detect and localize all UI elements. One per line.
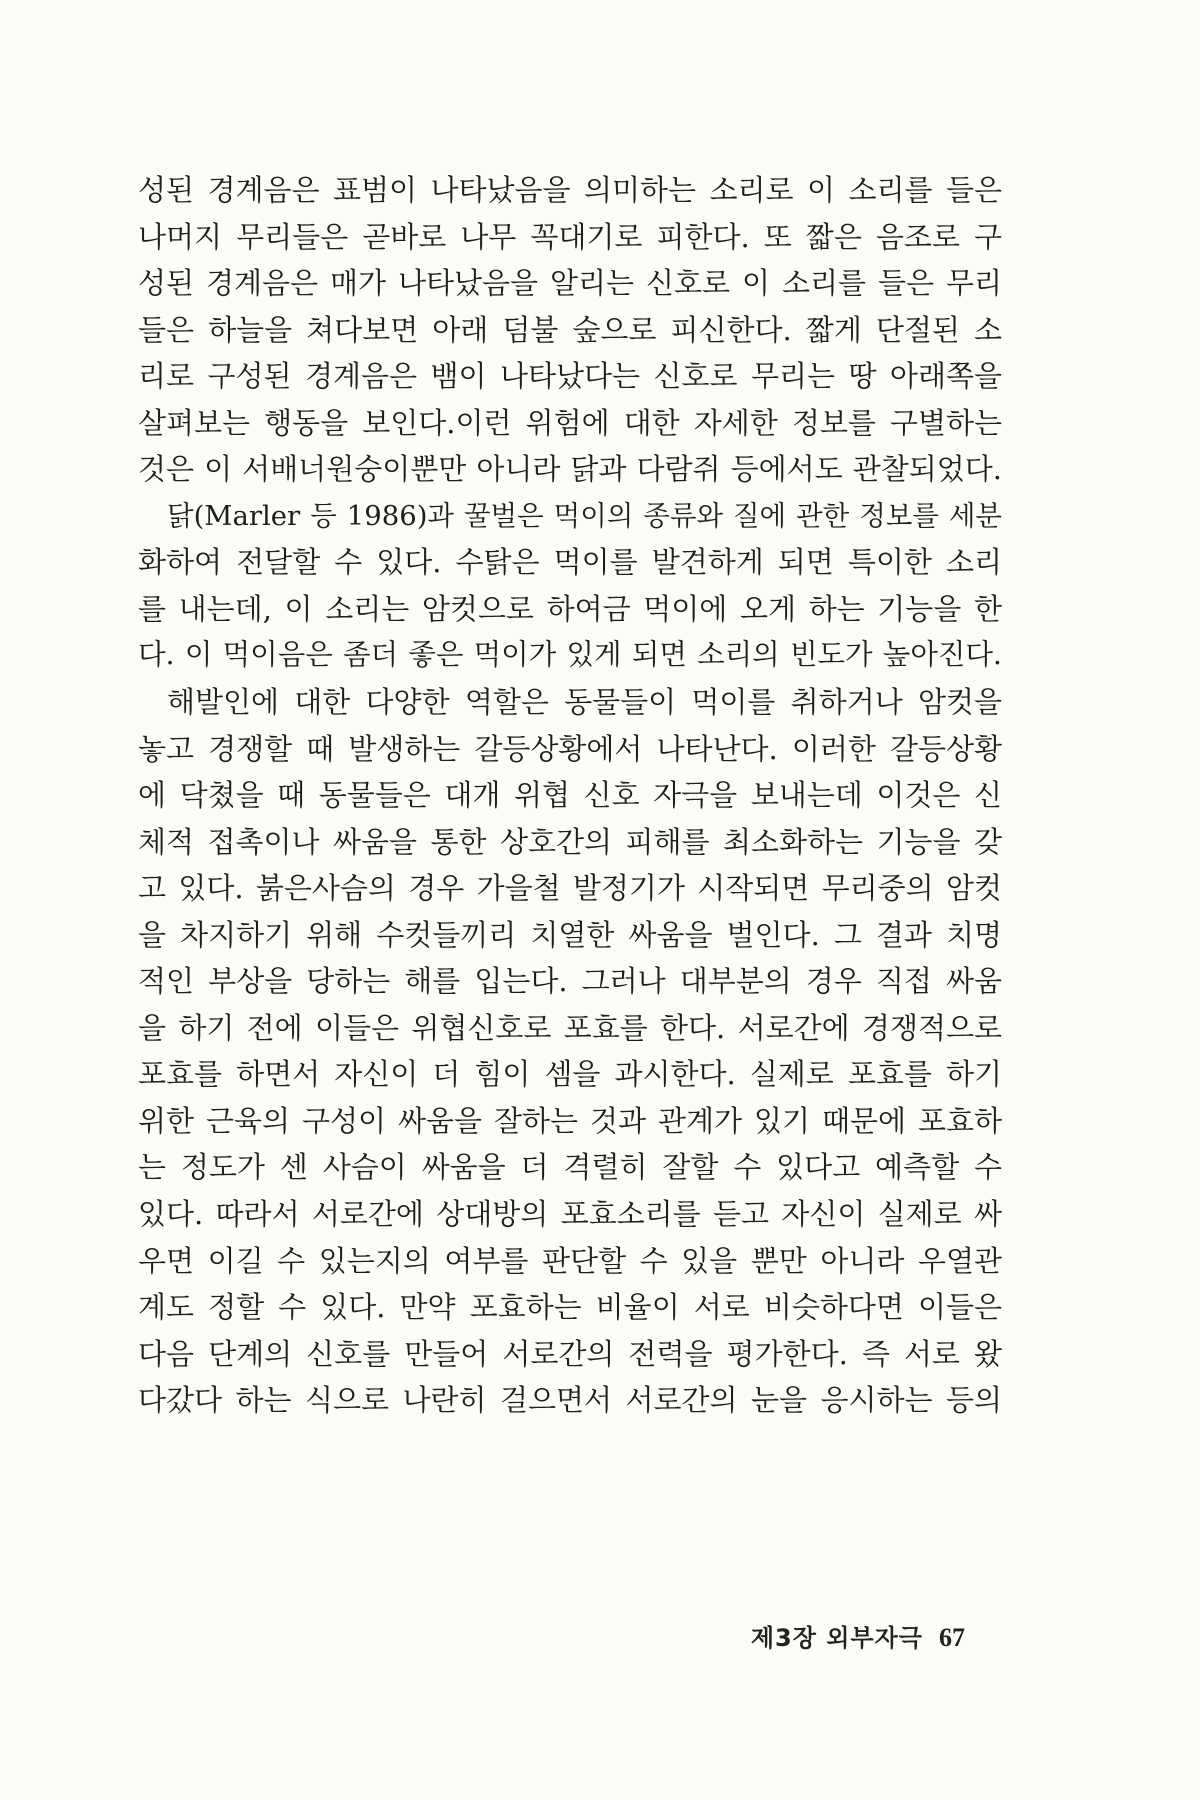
running-footer <box>751 1618 965 1653</box>
text-line: 나머지 무리들은 곧바로 나무 꼭대기로 피한다. 또 짧은 음조로 구 <box>138 219 1002 254</box>
text-line: 들은 하늘을 쳐다보면 아래 덤불 숲으로 피신한다. 짧게 단절된 소 <box>138 312 1002 347</box>
text-line: 리로 구성된 경계음은 뱀이 나타났다는 신호로 무리는 땅 아래쪽을 <box>138 359 1002 394</box>
text-line: 을 하기 전에 이들은 위협신호로 포효를 한다. 서로간에 경쟁적으로 <box>138 1010 1002 1045</box>
text-line: 고 있다. 붉은사슴의 경우 가을철 발정기가 시작되면 무리중의 암컷 <box>138 871 1002 906</box>
text-line: 성된 경계음은 매가 나타났음을 알리는 신호로 이 소리를 들은 무리 <box>138 266 1002 301</box>
text-line: 를 내는데, 이 소리는 암컷으로 하여금 먹이에 오게 하는 기능을 한 <box>138 591 1002 626</box>
text-line: 적인 부상을 당하는 해를 입는다. 그러나 대부분의 경우 직접 싸움 <box>138 964 1002 999</box>
text-line: 포효를 하면서 자신이 더 힘이 셈을 과시한다. 실제로 포효를 하기 <box>138 1057 1002 1092</box>
body-text <box>138 167 1002 1424</box>
text-line: 위한 근육의 구성이 싸움을 잘하는 것과 관계가 있기 때문에 포효하 <box>138 1103 1002 1138</box>
text-line: 해발인에 대한 다양한 역할은 동물들이 먹이를 취하거나 암컷을 <box>167 685 1002 720</box>
text-line: 체적 접촉이나 싸움을 통한 상호간의 피해를 최소화하는 기능을 갖 <box>138 824 1002 859</box>
text-line: 살펴보는 행동을 보인다.이런 위험에 대한 자세한 정보를 구별하는 <box>138 405 1002 440</box>
chapter-title: 제3장 외부자극 <box>750 1624 923 1652</box>
text-line: 화하여 전달할 수 있다. 수탉은 먹이를 발견하게 되면 특이한 소리 <box>138 545 1002 580</box>
text-line: 것은 이 서배너원숭이뿐만 아니라 닭과 다람쥐 등에서도 관찰되었다. <box>138 452 1002 487</box>
text-line: 에 닥쳤을 때 동물들은 대개 위협 신호 자극을 보내는데 이것은 신 <box>138 778 1002 813</box>
text-line: 을 차지하기 위해 수컷들끼리 치열한 싸움을 벌인다. 그 결과 치명 <box>138 917 1002 952</box>
text-line: 성된 경계음은 표범이 나타났음을 의미하는 소리로 이 소리를 들은 <box>138 173 1002 207</box>
page-number: 67 <box>939 1623 965 1652</box>
text-line: 우면 이길 수 있는지의 여부를 판단할 수 있을 뿐만 아니라 우열관 <box>138 1243 1002 1278</box>
text-line: 다갔다 하는 식으로 나란히 걸으면서 서로간의 눈을 응시하는 등의 <box>138 1383 1002 1418</box>
text-line: 다음 단계의 신호를 만들어 서로간의 전력을 평가한다. 즉 서로 왔 <box>138 1336 1002 1371</box>
text-line: 있다. 따라서 서로간에 상대방의 포효소리를 듣고 자신이 실제로 싸 <box>138 1197 1002 1232</box>
text-line: 다. 이 먹이음은 좀더 좋은 먹이가 있게 되면 소리의 빈도가 높아진다. <box>138 638 1002 672</box>
text-line: 놓고 경쟁할 때 발생하는 갈등상황에서 나타난다. 이러한 갈등상황 <box>138 731 1002 766</box>
text-line: 계도 정할 수 있다. 만약 포효하는 비율이 서로 비슷하다면 이들은 <box>138 1290 1002 1325</box>
text-line: 는 정도가 센 사슴이 싸움을 더 격렬히 잘할 수 있다고 예측할 수 <box>138 1150 1002 1185</box>
text-line: 닭(Marler 등 1986)과 꿀벌은 먹이의 종류와 질에 관한 정보를 세분 <box>167 499 1002 532</box>
